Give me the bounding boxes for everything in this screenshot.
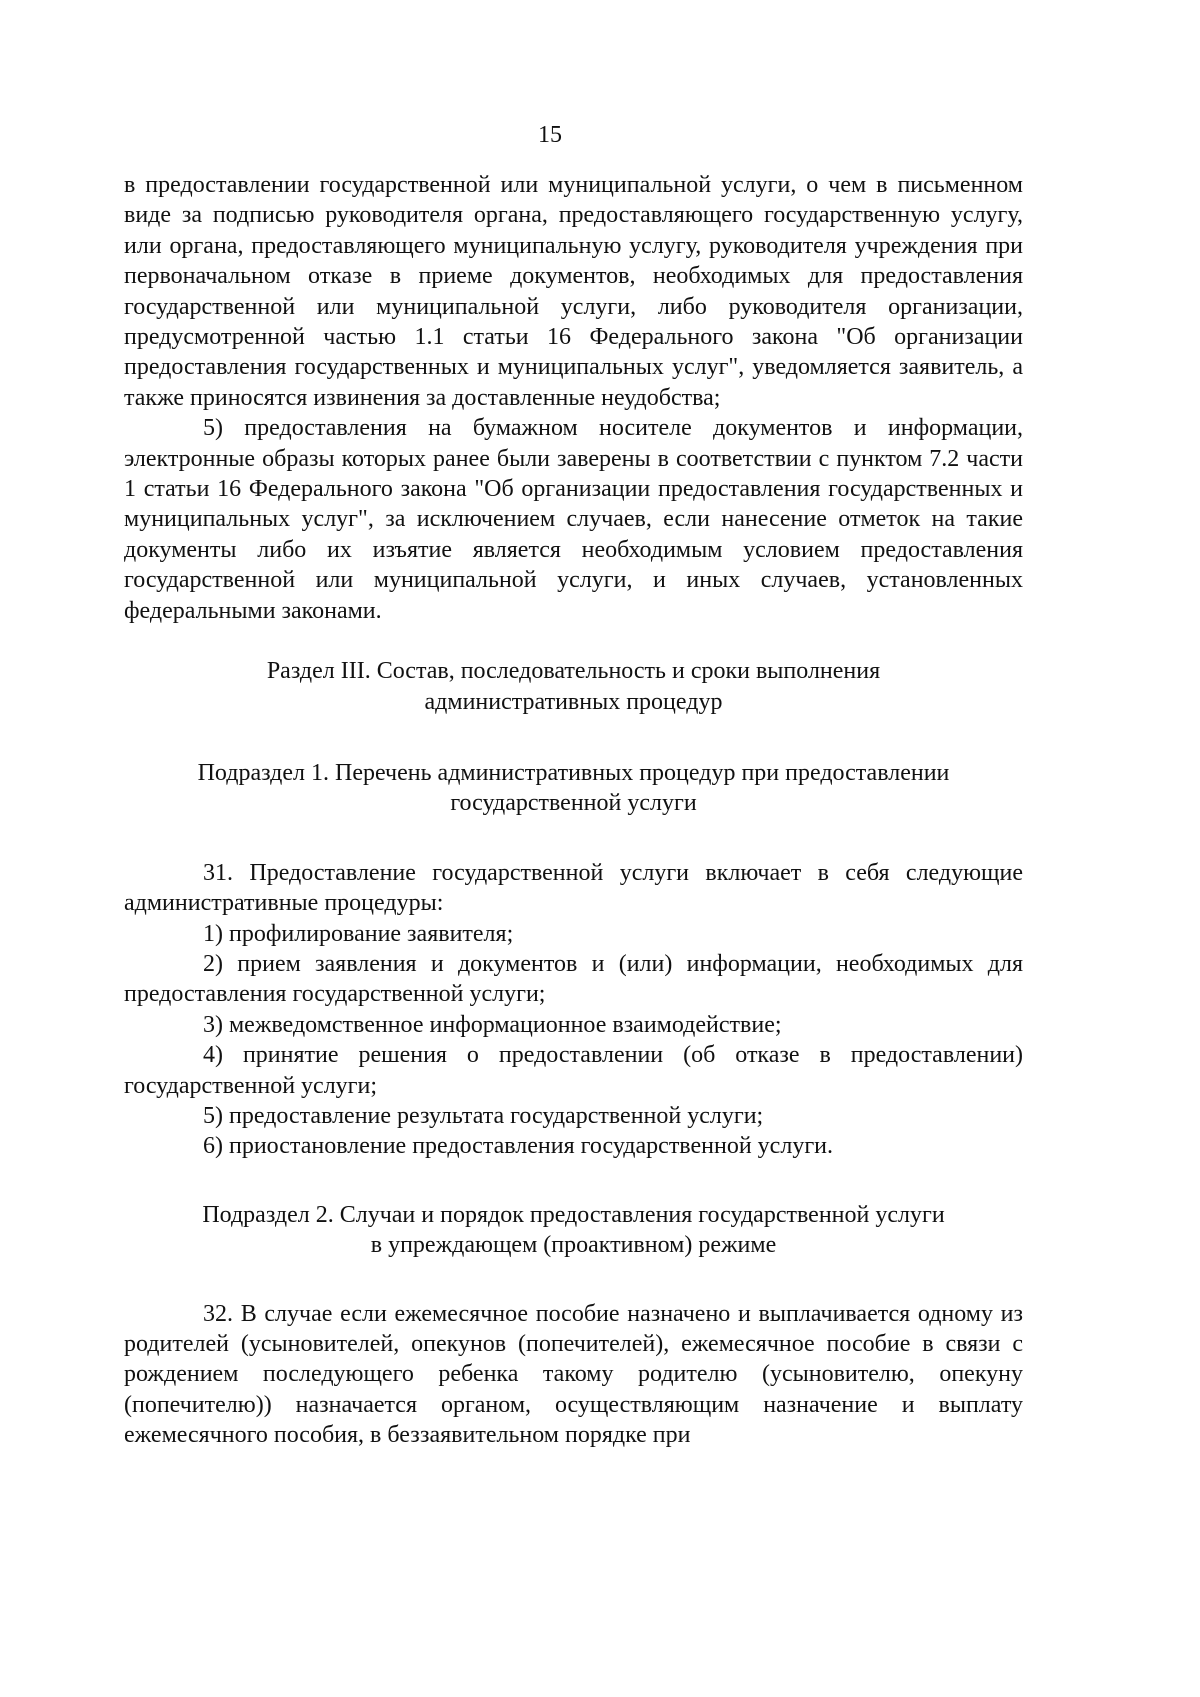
procedure-item-4: 4) принятие решения о предоставлении (об отказе в предоставлении) государственной услуги; [124, 1042, 1023, 1099]
subsection-2-heading-line-1: Подраздел 2. Случаи и порядок предоставления государственной услуги [202, 1201, 945, 1228]
procedure-item-1: 1) профилирование заявителя; [203, 920, 514, 947]
section-heading [124, 656, 1023, 717]
document-body [124, 170, 1023, 1451]
subsection-2-heading-line-2: в упреждающем (проактивном) режиме [370, 1232, 777, 1259]
procedure-item-5: 5) предоставление результата государственной услуги; [203, 1102, 764, 1129]
paragraph-32: 32. В случае если ежемесячное пособие назначено и выплачивается одному из родителей (усыновителей, опекунов (попечителей), ежемесячное пособие в связи с рождением последующего ребенка такому родителю (усыновителю, опекуну (попечителю)) назначается органом, осуществляющим назначение и выплату ежемесячного пособия, в беззаявительном порядке при [124, 1300, 1023, 1449]
spacer [124, 1261, 1023, 1299]
procedure-item-3: 3) межведомственное информационное взаимодействие; [203, 1011, 782, 1038]
subsection-2-heading [124, 1200, 1023, 1261]
subsection-1-heading-line-1: Подраздел 1. Перечень административных процедур при предоставлении [197, 759, 950, 786]
subsection-1-heading-line-2: государственной услуги [450, 790, 697, 817]
procedure-item-2: 2) прием заявления и документов и (или) информации, необходимых для предоставления государственной услуги; [124, 950, 1023, 1008]
spacer [124, 626, 1023, 656]
spacer [124, 819, 1023, 858]
paragraph-31: 31. Предоставление государственной услуги включает в себя следующие административные процедуры: [124, 859, 1023, 917]
procedure-item-6: 6) приостановление предоставления государственной услуги. [203, 1133, 833, 1160]
subsection-1-heading [124, 758, 1023, 819]
paragraph-continuation: в предоставлении государственной или муниципальной услуги, о чем в письменном виде за подписью руководителя органа, предоставляющего государственную услугу, или органа, предоставляющего муниципальную услугу, руководителя учреждения при первоначальном отказе в приеме документов, необходимых для предоставления государственной или муниципальной услуги, либо руководителя организации, предусмотренной частью 1.1 статьи 16 Федерального закона "Об организации предоставления государственных и муниципальных услуг", уведомляется заявитель, а также приносятся извинения за доставленные неудобства; [124, 172, 1023, 411]
spacer [124, 717, 1023, 758]
page-number: 15 [538, 122, 562, 148]
section-heading-line-1: Раздел III. Состав, последовательность и сроки выполнения [266, 658, 881, 685]
spacer [124, 1162, 1023, 1200]
paragraph-item-5: 5) предоставления на бумажном носителе документов и информации, электронные образы которых ранее были заверены в соответствии с пунктом 7.2 части 1 статьи 16 Федерального закона "Об организации предоставления государственных и муниципальных услуг", за исключением случаев, если нанесение отметок на такие документы либо их изъятие является необходимым условием предоставления государственной или муниципальной услуги, и иных случаев, установленных федеральными законами. [124, 415, 1023, 624]
section-heading-line-2: административных процедур [424, 688, 723, 715]
